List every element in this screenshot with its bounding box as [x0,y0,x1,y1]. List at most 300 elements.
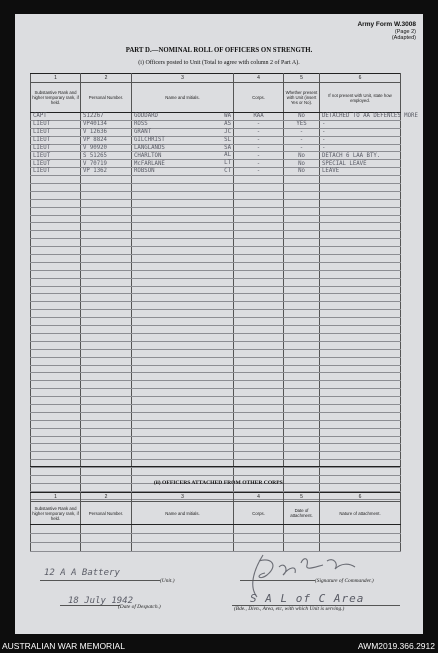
empty-cell [132,184,234,192]
empty-row [31,231,401,239]
empty-cell [81,278,132,286]
empty-row [31,333,401,341]
empty-cell [320,223,401,231]
empty-row [31,270,401,278]
empty-cell [234,389,284,397]
empty-row [31,428,401,436]
empty-cell [132,247,234,255]
officer-row [31,136,401,144]
officer-initials: CT [224,168,231,175]
empty-cell [81,468,132,476]
empty-cell [81,543,132,552]
empty-row [31,341,401,349]
empty-cell [81,191,132,199]
empty-cell [284,381,320,389]
empty-cell [320,404,401,412]
cell-personal-number: VP40134 [81,120,132,128]
cell-rank: LIEUT [31,128,81,136]
col-number: 2 [81,74,132,83]
empty-row [31,184,401,192]
empty-row [31,310,401,318]
empty-cell [234,270,284,278]
col-number: 5 [284,493,320,502]
empty-cell [320,184,401,192]
empty-cell [81,270,132,278]
empty-row [31,247,401,255]
date-value: 18 July 1942 [68,596,134,606]
empty-cell [234,207,284,215]
empty-cell [234,255,284,263]
signature-label: (Signature of Commander.) [315,578,374,584]
form-identifier [357,22,416,42]
empty-cell [31,349,81,357]
header-personal-number: Personal Number. [81,83,132,113]
empty-cell [132,191,234,199]
empty-cell [320,452,401,460]
empty-cell [284,543,320,552]
empty-cell [320,428,401,436]
empty-cell [284,341,320,349]
empty-cell [320,341,401,349]
empty-cell [320,357,401,365]
empty-cell [132,357,234,365]
cell-present: No [284,160,320,168]
officer-surname: ROBSON [134,168,155,175]
empty-cell [234,468,284,476]
empty-cell [132,215,234,223]
empty-cell [284,278,320,286]
empty-cell [284,231,320,239]
empty-cell [132,318,234,326]
column-number-row [31,493,401,502]
empty-row [31,215,401,223]
empty-cell [81,428,132,436]
empty-cell [132,420,234,428]
empty-cell [81,389,132,397]
empty-cell [132,278,234,286]
empty-cell [320,444,401,452]
empty-cell [320,310,401,318]
col-number: 1 [31,74,81,83]
empty-cell [31,199,81,207]
empty-cell [320,326,401,334]
officer-initials: SL [224,136,231,143]
empty-row [31,357,401,365]
empty-cell [284,262,320,270]
empty-cell [132,349,234,357]
empty-cell [81,294,132,302]
empty-cell [234,373,284,381]
empty-row [31,420,401,428]
empty-cell [234,223,284,231]
empty-cell [132,428,234,436]
cell-corps: - [234,168,284,176]
empty-cell [234,404,284,412]
unit-label: (Unit.) [160,578,175,584]
col-number: 3 [132,74,234,83]
empty-cell [31,302,81,310]
empty-cell [284,302,320,310]
cell-corps: - [234,152,284,160]
empty-cell [81,215,132,223]
cell-name [132,120,234,128]
empty-cell [284,420,320,428]
empty-cell [132,286,234,294]
empty-cell [31,255,81,263]
cell-name [132,144,234,152]
empty-cell [320,191,401,199]
empty-cell [31,389,81,397]
empty-cell [132,543,234,552]
empty-cell [31,262,81,270]
empty-cell [320,381,401,389]
empty-row [31,365,401,373]
cell-employment: LEAVE [320,168,401,176]
empty-cell [31,365,81,373]
empty-cell [132,302,234,310]
empty-cell [31,278,81,286]
empty-cell [132,373,234,381]
header-corps: Corps. [234,83,284,113]
empty-cell [284,468,320,476]
empty-cell [31,294,81,302]
col-number: 3 [132,493,234,502]
cell-personal-number: VP 8824 [81,136,132,144]
empty-cell [31,341,81,349]
empty-cell [31,420,81,428]
empty-cell [284,318,320,326]
empty-cell [81,373,132,381]
cell-present: - [284,128,320,136]
empty-cell [81,349,132,357]
header-employment: If not present with Unit, state how employed. [320,83,401,113]
header-personal-number: Personal Number. [81,502,132,525]
cell-rank: CAPT [31,113,81,121]
empty-cell [320,302,401,310]
cell-present: No [284,113,320,121]
empty-cell [81,199,132,207]
empty-cell [234,326,284,334]
empty-row [31,373,401,381]
empty-cell [31,397,81,405]
empty-cell [31,428,81,436]
empty-cell [320,231,401,239]
empty-cell [234,452,284,460]
col-number: 4 [234,493,284,502]
empty-row [31,381,401,389]
empty-row [31,534,401,543]
empty-cell [284,310,320,318]
empty-cell [81,333,132,341]
empty-cell [132,525,234,534]
empty-cell [31,333,81,341]
empty-cell [234,278,284,286]
empty-cell [234,247,284,255]
cell-rank: LIEUT [31,120,81,128]
cell-name [132,152,234,160]
empty-row [31,176,401,184]
page-title: PART D.—NOMINAL ROLL OF OFFICERS ON STRENGTH. [125,47,313,54]
empty-cell [284,270,320,278]
empty-cell [31,286,81,294]
empty-cell [81,452,132,460]
cell-present: - [284,136,320,144]
empty-cell [31,436,81,444]
credit-accession: AWM2019.366.2912 [357,641,435,651]
empty-cell [81,184,132,192]
empty-cell [132,444,234,452]
empty-cell [320,436,401,444]
empty-cell [81,310,132,318]
col-number: 2 [81,493,132,502]
empty-cell [81,525,132,534]
empty-row [31,468,401,476]
empty-row [31,199,401,207]
cell-name [132,113,234,121]
empty-cell [81,534,132,543]
column-header-row [31,83,401,113]
officer-surname: GRANT [134,128,152,135]
officer-row [31,168,401,176]
header-name: Name and Initials. [132,83,234,113]
cell-rank: LIEUT [31,152,81,160]
empty-cell [31,357,81,365]
empty-cell [284,176,320,184]
empty-cell [31,404,81,412]
empty-row [31,349,401,357]
cell-employment: - [320,128,401,136]
cell-personal-number: S 51265 [81,152,132,160]
empty-cell [31,534,81,543]
empty-cell [234,215,284,223]
form-page: (Page 2) [394,28,416,35]
cell-employment: DETACHED TO AA DEFENCES MORE [320,113,401,121]
empty-cell [81,326,132,334]
empty-cell [234,420,284,428]
empty-cell [132,381,234,389]
cell-employment: - [320,144,401,152]
empty-row [31,278,401,286]
cell-rank: LIEUT [31,168,81,176]
empty-cell [284,525,320,534]
empty-cell [31,270,81,278]
empty-cell [320,420,401,428]
cell-corps: - [234,120,284,128]
empty-cell [234,310,284,318]
cell-present: YES [284,120,320,128]
empty-cell [81,231,132,239]
empty-cell [234,239,284,247]
officer-initials: AL [224,152,231,159]
empty-cell [81,412,132,420]
empty-cell [284,365,320,373]
empty-cell [132,255,234,263]
cell-employment: - [320,136,401,144]
empty-cell [81,365,132,373]
empty-cell [31,207,81,215]
empty-cell [31,310,81,318]
cell-employment: SPECIAL LEAVE [320,160,401,168]
empty-cell [320,373,401,381]
empty-cell [31,381,81,389]
empty-cell [132,239,234,247]
empty-cell [284,184,320,192]
form-name: Army Form W.3008 [357,21,416,28]
empty-row [31,239,401,247]
cell-name [132,128,234,136]
cell-rank: LIEUT [31,136,81,144]
col-number: 5 [284,74,320,83]
col-number: 6 [320,74,401,83]
empty-cell [234,543,284,552]
empty-cell [31,223,81,231]
empty-cell [284,436,320,444]
empty-cell [284,404,320,412]
cell-corps: RAA [234,113,284,121]
empty-cell [31,215,81,223]
col-number: 1 [31,493,81,502]
cell-employment: DETACH 6 LAA BTY. [320,152,401,160]
empty-cell [320,468,401,476]
cell-present: - [284,144,320,152]
empty-cell [132,534,234,543]
empty-row [31,412,401,420]
empty-cell [81,341,132,349]
empty-cell [234,184,284,192]
empty-cell [234,176,284,184]
empty-row [31,255,401,263]
empty-cell [284,199,320,207]
empty-cell [31,543,81,552]
empty-cell [81,286,132,294]
empty-cell [284,397,320,405]
empty-cell [81,176,132,184]
empty-row [31,404,401,412]
empty-cell [284,357,320,365]
cell-name [132,136,234,144]
cell-corps: - [234,144,284,152]
empty-cell [234,436,284,444]
empty-cell [234,525,284,534]
empty-cell [132,199,234,207]
empty-cell [81,397,132,405]
cell-corps: - [234,160,284,168]
empty-cell [132,310,234,318]
cell-name [132,160,234,168]
cell-corps: - [234,136,284,144]
empty-cell [31,326,81,334]
empty-cell [284,286,320,294]
empty-row [31,207,401,215]
officer-row [31,144,401,152]
empty-cell [132,389,234,397]
empty-cell [31,525,81,534]
empty-cell [320,278,401,286]
officer-initials: AS [224,120,231,127]
empty-row [31,436,401,444]
cell-present: No [284,152,320,160]
empty-cell [81,255,132,263]
cell-rank: LIEUT [31,144,81,152]
empty-cell [81,207,132,215]
empty-cell [234,333,284,341]
header-nature-attachment: Nature of attachment. [320,502,401,525]
header-date-attachment: Date of attachment. [284,502,320,525]
empty-cell [234,199,284,207]
empty-row [31,262,401,270]
empty-cell [320,365,401,373]
empty-row [31,397,401,405]
empty-cell [284,247,320,255]
empty-row [31,525,401,534]
empty-cell [81,404,132,412]
cell-personal-number: V 70719 [81,160,132,168]
empty-cell [320,389,401,397]
empty-cell [320,333,401,341]
empty-cell [31,247,81,255]
empty-cell [320,286,401,294]
empty-cell [320,247,401,255]
empty-cell [81,302,132,310]
empty-row [31,389,401,397]
empty-cell [320,207,401,215]
empty-row [31,326,401,334]
cell-personal-number: VP 1362 [81,168,132,176]
empty-row [31,302,401,310]
empty-cell [234,318,284,326]
col-number: 6 [320,493,401,502]
empty-cell [320,255,401,263]
empty-cell [234,191,284,199]
cell-personal-number: V 90920 [81,144,132,152]
empty-cell [284,207,320,215]
empty-cell [284,294,320,302]
cell-personal-number: V 12636 [81,128,132,136]
cell-rank: LIEUT [31,160,81,168]
empty-cell [234,428,284,436]
cell-employment: - [320,120,401,128]
empty-cell [81,436,132,444]
date-line [60,605,120,606]
officer-row [31,160,401,168]
column-header-row [31,502,401,525]
empty-cell [284,215,320,223]
cell-name [132,168,234,176]
empty-cell [31,176,81,184]
empty-cell [284,191,320,199]
empty-cell [81,239,132,247]
header-rank: Substantive Rank and higher temporary rank, if held. [31,502,81,525]
empty-cell [31,373,81,381]
empty-cell [132,341,234,349]
officer-initials: WA [224,113,231,119]
officer-surname: ROSS [134,121,148,128]
officer-surname: McFARLANE [134,160,165,167]
empty-cell [81,420,132,428]
empty-row [31,223,401,231]
empty-cell [31,191,81,199]
empty-row [31,543,401,552]
credit-institution: AUSTRALIAN WAR MEMORIAL [2,641,125,651]
empty-cell [132,404,234,412]
empty-cell [81,318,132,326]
officers-posted-table [30,73,418,500]
unit-line [40,580,160,581]
empty-cell [320,199,401,207]
officer-initials: SA [224,144,231,151]
col-number: 4 [234,74,284,83]
empty-cell [234,534,284,543]
